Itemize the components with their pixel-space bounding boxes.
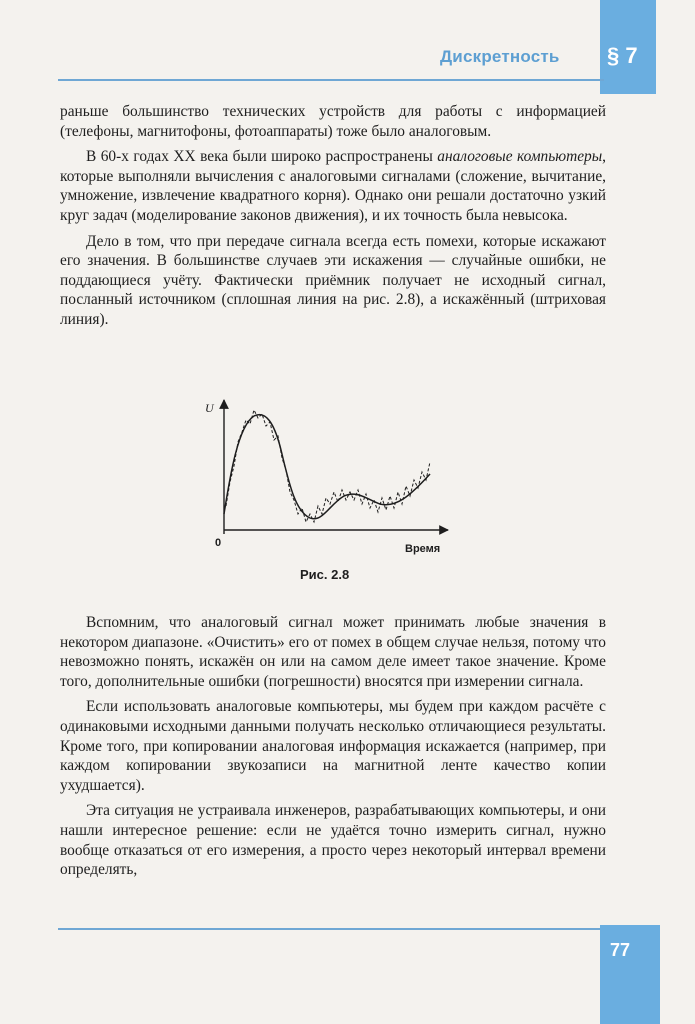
section-title: Дискретность bbox=[440, 47, 560, 66]
paragraph-1: раньше большинство технических устройств для работы с информацией (телефоны, магнитофоны, фотоаппараты) тоже было аналоговым. bbox=[60, 103, 606, 140]
x-axis-label: Время bbox=[405, 543, 441, 555]
origin-label: 0 bbox=[215, 537, 222, 549]
source-signal-line bbox=[224, 415, 430, 519]
footer-rule bbox=[58, 928, 604, 930]
paragraph-2-end: , которые выполняли вычисления с аналоговыми сигналами (сложение, вычитание, умножение, извлечение квадратного корня). Однако они решали достаточно узкий круг задач (моделирование законов движения), и их точность была невысока. bbox=[60, 148, 606, 224]
signal-figure bbox=[200, 396, 450, 566]
paragraph-2-emphasis: аналоговые компьютеры bbox=[437, 148, 603, 166]
distorted-signal-line bbox=[226, 410, 430, 522]
y-axis-label: U bbox=[205, 401, 214, 415]
paragraph-2-start: В 60-х годах XX века были широко распространены bbox=[86, 148, 438, 166]
paragraph-4: Вспомним, что аналоговый сигнал может принимать любые значения в некотором диапазоне. «Очистить» его от помех в общем случае нельзя, потому что невозможно понять, искажён он или на самом деле имеет такое значение. Кроме того, дополнительные ошибки (погрешности) вносятся при измерении сигнала. bbox=[60, 614, 606, 690]
paragraph-3: Дело в том, что при передаче сигнала всегда есть помехи, которые искажают его значения. В большинстве случаев эти искажения — случайные ошибки, не поддающиеся учёту. Фактически приёмник получает не исходный сигнал, посланный источником (сплошная линия на рис. 2.8), а искажённый (штриховая линия). bbox=[60, 232, 606, 328]
text-lower bbox=[60, 613, 606, 880]
section-number: § 7 bbox=[607, 43, 638, 68]
paragraph-5: Если использовать аналоговые компьютеры, мы будем при каждом расчёте с одинаковыми исходными данными получать несколько отличающиеся результаты. Кроме того, при копировании аналоговая информация искажается (например, при каждом копировании звукозаписи на магнитной ленте качество копии ухудшается). bbox=[60, 698, 606, 794]
paragraph-2 bbox=[60, 147, 606, 225]
paragraph-6: Эта ситуация не устраивала инженеров, разрабатывающих компьютеры, и они нашли интересное решение: если не удаётся точно измерить сигнал, нужно вообще отказаться от его измерения, а просто через некоторый интервал времени определять, bbox=[60, 802, 606, 879]
figure-caption: Рис. 2.8 bbox=[300, 567, 350, 582]
signal-plot bbox=[200, 396, 450, 566]
text-upper bbox=[60, 102, 606, 330]
header-rule bbox=[58, 79, 604, 81]
page-number: 77 bbox=[610, 940, 631, 960]
